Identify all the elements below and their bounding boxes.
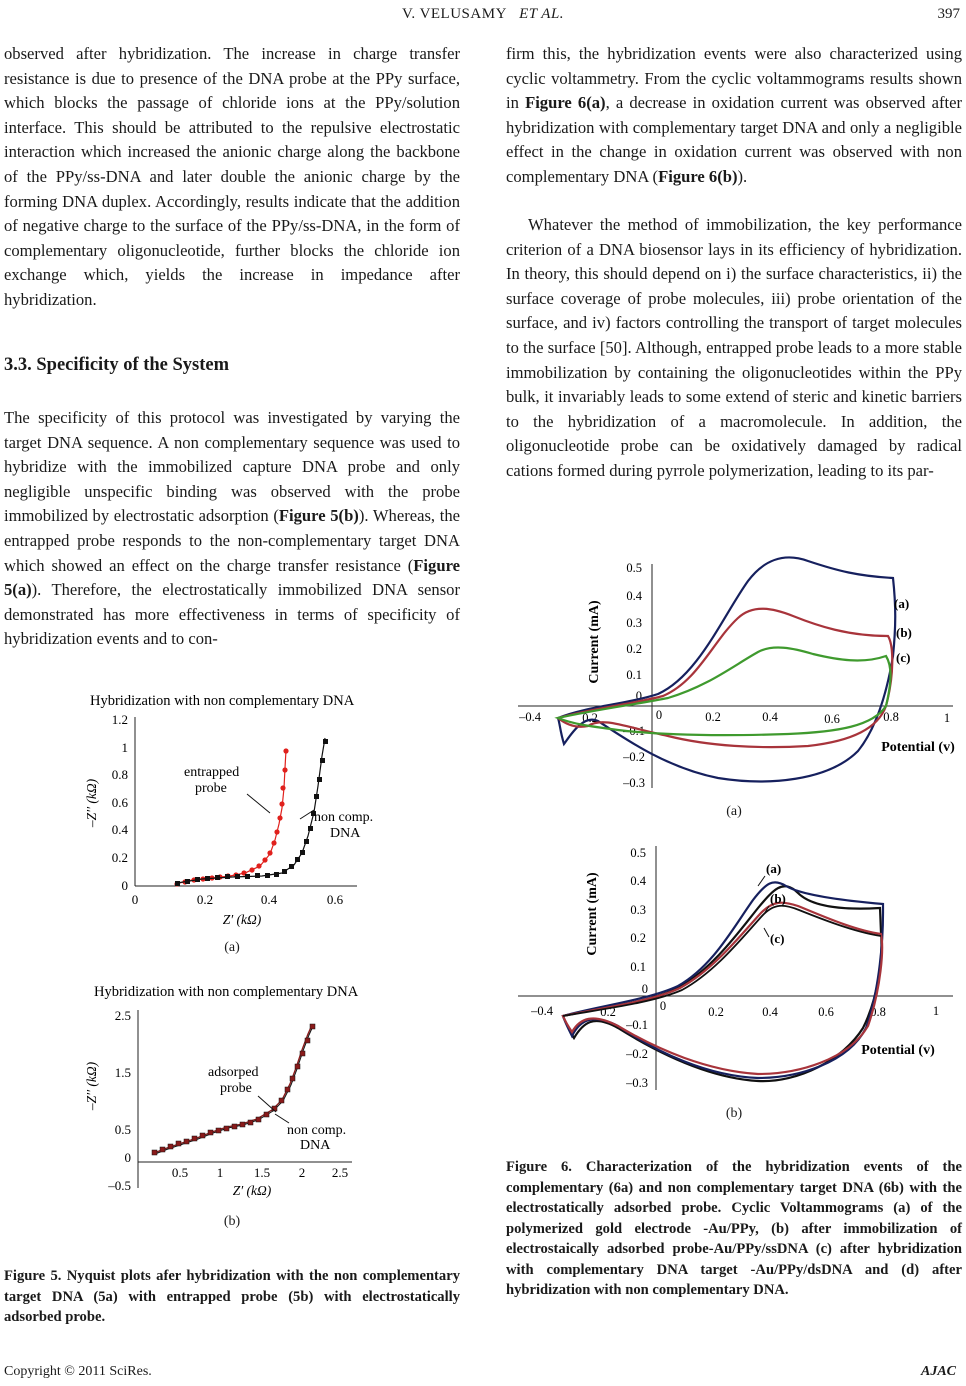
fig5b-ytick: 1.5 xyxy=(114,1065,131,1080)
fig6a-ytick: 0.4 xyxy=(626,589,642,603)
fig5b-label-dna: DNA xyxy=(300,1138,331,1153)
fig6b-xtick: 0.4 xyxy=(762,1005,778,1019)
fig6b-xtick: 1 xyxy=(932,1004,940,1018)
fig5b-title: Hybridization with non complementary DNA xyxy=(94,984,359,1000)
fig6b-ytick: 0 xyxy=(641,982,648,996)
figure-5-caption: Figure 5. Nyquist plots afer hybridization with the non complementary target DNA (5a) with entrapped probe (5b) with electrostatically adsorbed probe. xyxy=(4,1268,460,1325)
fig5b-ytick: –0.5 xyxy=(108,1178,131,1193)
fig6b-ytick: 0.2 xyxy=(630,931,646,945)
fig5a-ytick: 0 xyxy=(121,878,128,893)
fig6b-ytick: 0.4 xyxy=(630,874,646,888)
figure-6a-cv xyxy=(508,556,958,794)
fig6a-ytick: 0 xyxy=(635,689,642,703)
fig6a-ytick: –0.3 xyxy=(623,776,645,790)
fig6a-ytick: –0.1 xyxy=(623,724,645,738)
fig6a-xtick: 0.4 xyxy=(762,710,778,724)
fig5a-label-noncomp: non comp. xyxy=(314,810,374,825)
right-column-para2: Whatever the method of immobilization, the key performance criterion of a DNA biosensor lays in its efficiency of hybridization. In theory, this should depend on i) the surface characteristics, ii) the surface coverage of probe molecules, iii) probe orientation of the surface, and iv) factors controlling the transport of target molecules to the surface [50]. Although, entrapped probe leads to a more stable immobilization by containing the oligonucleotides within the PPy bulk, it invariably leads to some extend of steric and kinetic barriers to the hybridization of a macromolecule. In addition, the oligonucleotide probe can be oxidatively damaged by radical cations formed during pyrrole polymerization, leading to its par- xyxy=(506,215,962,480)
fig6b-curve-b xyxy=(563,903,882,1074)
fig5b-ylabel: –Z′′ (kΩ) xyxy=(84,1061,99,1111)
fig6a-ytick: 0.1 xyxy=(626,668,642,682)
fig5a-ytick: 1.2 xyxy=(111,712,128,727)
fig6b-xlabel: Potential (v) xyxy=(861,1043,935,1058)
fig6a-ytick: –0.2 xyxy=(623,750,645,764)
fig6a-xtick: 0.2 xyxy=(705,710,721,724)
section-heading: 3.3. Specificity of the System xyxy=(4,355,230,375)
fig6b-xtick: 0 xyxy=(659,999,667,1013)
fig5b-xlabel: Z′ (kΩ) xyxy=(232,1183,272,1198)
fig6b-ylabel: Current (mA) xyxy=(585,872,600,956)
fig6b-xtick: 0.2 xyxy=(600,1005,616,1019)
fig6a-sublabel: (a) xyxy=(726,804,742,819)
fig6b-curve-a xyxy=(563,882,883,1078)
fig6b-sublabel: (b) xyxy=(725,1106,743,1121)
fig5b-xtick: 1 xyxy=(216,1165,224,1180)
fig5a-ytick: 0.2 xyxy=(111,850,128,865)
fig6b-xtick: 0.6 xyxy=(818,1005,834,1019)
fig6a-curve-a xyxy=(558,558,895,782)
fig5a-ylabel: –Z′′ (kΩ) xyxy=(84,778,99,828)
figure-5b-nyquist xyxy=(82,978,382,1204)
running-header xyxy=(0,6,966,26)
fig5a-label-probe: probe xyxy=(195,781,227,796)
fig6a-xtick: 0 xyxy=(655,708,663,722)
figure-6b-cv xyxy=(508,838,958,1100)
fig5b-xtick: 0.5 xyxy=(171,1165,189,1180)
fig6b-xtick: 0.2 xyxy=(708,1005,724,1019)
fig5b-label-probe: probe xyxy=(220,1081,252,1096)
fig5a-title: Hybridization with non complementary DNA xyxy=(90,693,355,709)
fig5a-ytick: 0.8 xyxy=(111,767,128,782)
fig6a-ytick: 0.2 xyxy=(626,642,642,656)
fig6a-label-a: (a) xyxy=(894,596,910,611)
fig6a-ytick: 0.3 xyxy=(626,616,642,630)
fig5a-label-dna: DNA xyxy=(330,826,361,841)
fig5b-xtick: 2 xyxy=(298,1165,306,1180)
footer-copyright: Copyright © 2011 SciRes. xyxy=(4,1364,152,1379)
fig6a-label-b: (b) xyxy=(896,625,912,640)
fig6b-curve-c xyxy=(563,906,881,1016)
fig6b-label-a: (a) xyxy=(766,861,782,876)
fig6b-xtick: –0.4 xyxy=(531,1004,553,1018)
fig5a-xtick: 0 xyxy=(131,892,139,907)
fig6b-label-c: (c) xyxy=(770,931,785,946)
fig5a-ytick: 0.6 xyxy=(111,795,128,810)
fig6a-ytick: 0.5 xyxy=(626,561,642,575)
fig6a-xtick: 0.6 xyxy=(824,712,840,726)
fig5b-ytick: 0.5 xyxy=(114,1122,131,1137)
left-column-para2: The specificity of this protocol was investigated by varying the target DNA sequence. A non complementary sequence was used to hybridize with the immobilized capture DNA probe and only negligible unspecific binding was observed with the probe immobilized by electrostatic adsorption (Figure 5(b)). Whereas, the entrapped probe responds to the non-complementary target DNA which showed an effect on the charge transfer resistance (Figure 5(a)). Therefore, the electrostatically immobilized DNA sensor demonstrated has more effectiveness in terms of specificity of hybridization events and to con- xyxy=(4,408,460,649)
page-number: 397 xyxy=(937,6,960,22)
fig5a-label-entrapped: entrapped xyxy=(184,765,240,780)
running-header-authors: V. VELUSAMY ET AL. xyxy=(401,6,565,22)
fig5a-noncomp-markers xyxy=(175,739,328,886)
fig5a-ytick: 1 xyxy=(121,740,128,755)
fig6b-label-b: (b) xyxy=(770,891,786,906)
fig6b-ytick: 0.1 xyxy=(630,960,646,974)
fig6a-xtick: 1 xyxy=(943,711,951,725)
right-column-para1: firm this, the hybridization events were also characterized using cyclic voltammetry. From the cyclic voltammograms results shown in Figure 6(a), a decrease in oxidation current was observed after hybridization with complementary target DNA and only a negligible effect in the change in oxidation current was observed with non complementary DNA (Figure 6(b)). xyxy=(506,44,963,186)
fig6b-ytick: –0.1 xyxy=(626,1018,648,1032)
fig6a-xtick: 0.2 xyxy=(582,711,598,725)
fig5a-xtick: 0.2 xyxy=(196,892,214,907)
fig6b-ytick: 0.3 xyxy=(630,903,646,917)
fig5a-sublabel: (a) xyxy=(224,940,240,955)
fig5b-ytick: 0 xyxy=(124,1150,131,1165)
fig5b-xtick: 1.5 xyxy=(253,1165,271,1180)
fig5b-ytick: 2.5 xyxy=(114,1008,131,1023)
footer-journal: AJAC xyxy=(920,1364,956,1379)
fig5b-xtick: 2.5 xyxy=(331,1165,349,1180)
fig6a-ylabel: Current (mA) xyxy=(587,600,602,684)
fig5a-ytick: 0.4 xyxy=(111,822,128,837)
fig5b-sublabel: (b) xyxy=(223,1214,241,1229)
fig5a-xtick: 0.6 xyxy=(326,892,344,907)
fig5a-xtick: 0.4 xyxy=(260,892,278,907)
figure-6-caption: Figure 6. Characterization of the hybridization events of the complementary (6a) and non complementary target DNA (6b) with the electrostatically adsorbed probe. Cyclic Voltammograms (a) of the polymerized gold electrode -Au/PPy, (b) after immobilization of electrostaically adsorbed probe-Au/PPy/ssDNA (c) after hybridization with complementary DNA target -Au/PPy/dsDNA and (d) after hybridization with non complementary DNA. xyxy=(506,1159,962,1298)
fig6b-curve-d xyxy=(563,886,881,1081)
figure-5a-nyquist xyxy=(82,688,382,930)
fig6b-ytick: –0.2 xyxy=(626,1047,648,1061)
fig6b-xtick: 0.8 xyxy=(870,1005,886,1019)
fig5a-xlabel: Z′ (kΩ) xyxy=(222,912,262,927)
fig6b-ytick: –0.3 xyxy=(626,1076,648,1090)
fig5b-label-noncomp: non comp. xyxy=(287,1123,347,1138)
fig6a-xtick: 0.8 xyxy=(883,710,899,724)
fig6a-curve-b xyxy=(558,609,892,747)
left-column-para1: observed after hybridization. The increase in charge transfer resistance is due to presence of the DNA probe at the PPy surface, which blocks the passage of chloride ions at the PPy/solution interface. This should be attributed to the repulsive electrostatic interaction which increased the anionic charge along the backbone of the PPy/ss-DNA and later double the anionic charge by the forming DNA duplex. Accordingly, results indicate that the addition of negative charge to the surface of the PPy/ss-DNA, in the form of complementary oligonucleotide, further blocks the chloride ion exchange which, yields the increase in impedance after hybridization. xyxy=(4,44,460,309)
fig6b-ytick: 0.5 xyxy=(630,846,646,860)
fig6a-xlabel: Potential (v) xyxy=(881,740,955,755)
fig5b-label-adsorped: adsorped xyxy=(208,1065,259,1080)
fig6a-xtick: –0.4 xyxy=(519,710,541,724)
fig6a-label-c: (c) xyxy=(896,650,911,665)
